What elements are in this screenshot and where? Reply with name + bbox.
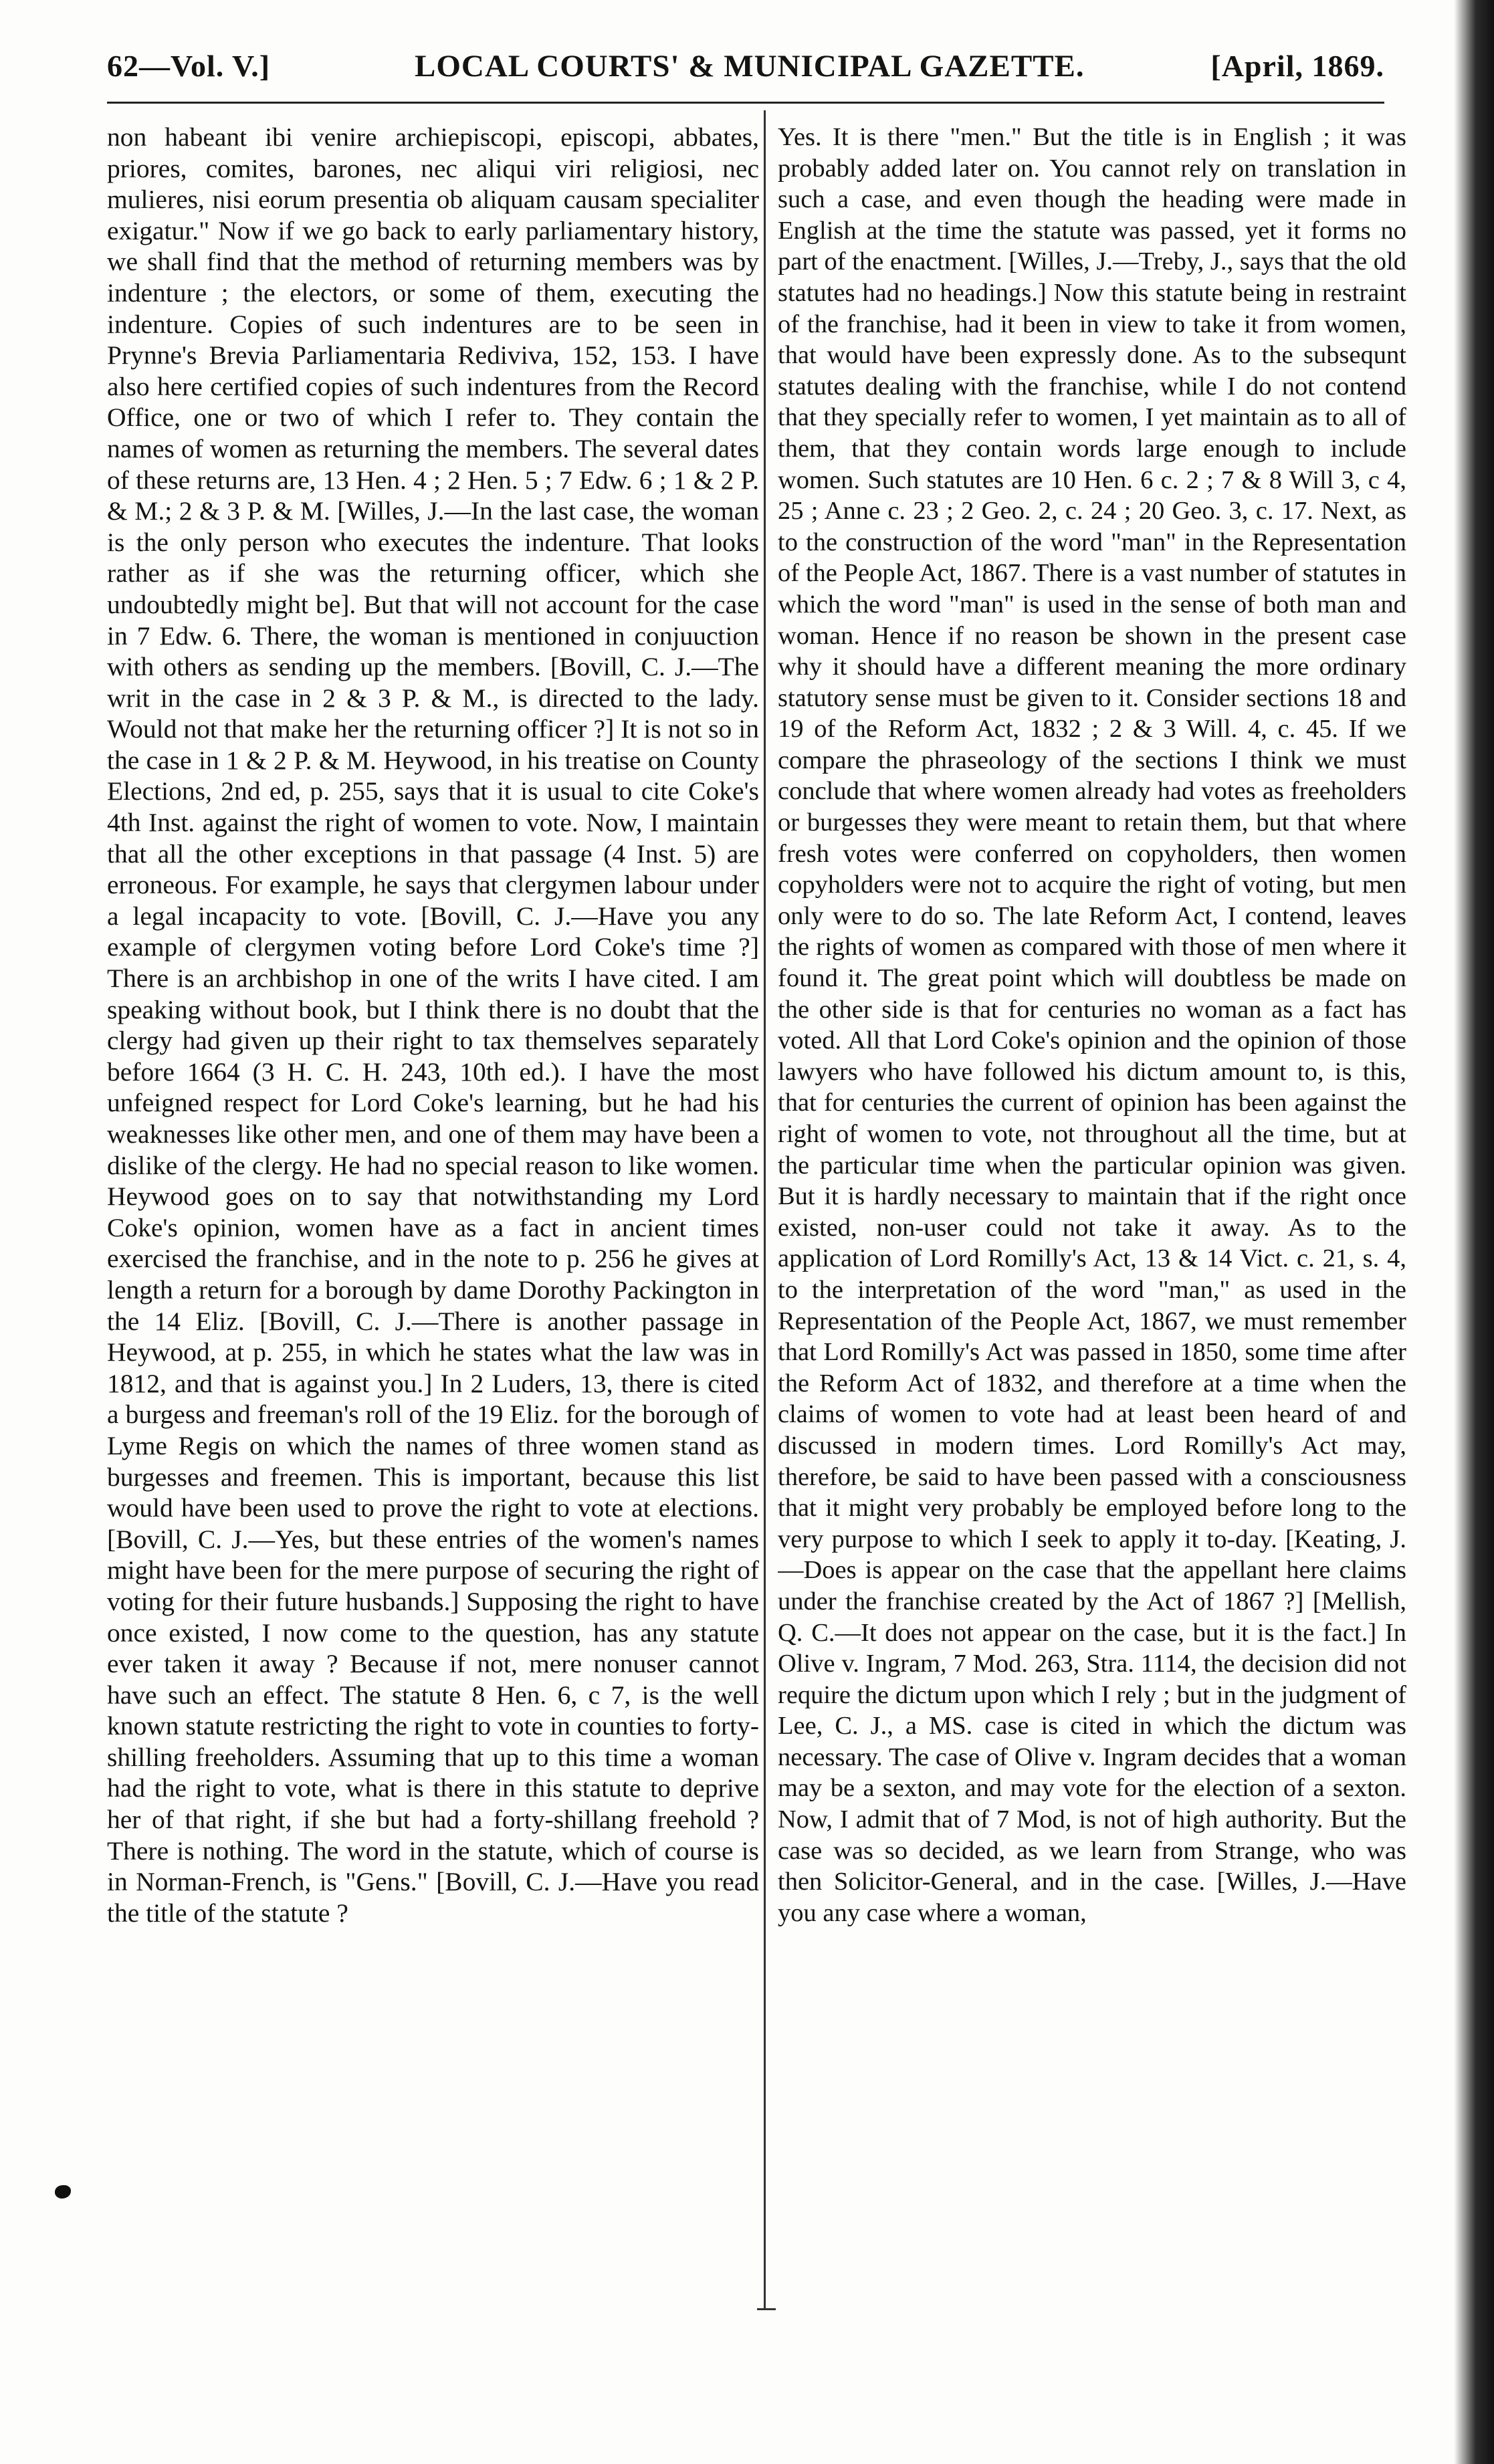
right-column [778,122,1406,2328]
header-rule [107,102,1384,104]
column-divider [764,110,766,2310]
ink-blot [55,2185,71,2199]
right-column-text: Yes. It is there "men." But the title is in English ; it was probably added later on. You cannot rely on translation in such a case, and even though the heading were made in English at the time the statute was passed, yet it forms no part of the enactment. [Willes, J.—Treby, J., says that the old statutes had no headings.] Now this statute being in restraint of the franchise, had it been in view to take it from women, that would have been expressly done. As to the subsequnt statutes dealing with the franchise, while I do not contend that they specially refer to women, I yet maintain as to all of them, that they contain words large enough to include women. Such statutes are 10 Hen. 6 c. 2 ; 7 & 8 Will 3, c 4, 25 ; Anne c. 23 ; 2 Geo. 2, c. 24 ; 20 Geo. 3, c. 17. Next, as to the construction of the word "man" in the Representation of the People Act, 1867. There is a vast number of statutes in which the word "man" is used in the sense of both man and woman. Hence if no reason be shown in the present case why it should have a different meaning the more ordinary statutory sense must be given to it. Consider sections 18 and 19 of the Reform Act, 1832 ; 2 & 3 Will. 4, c. 45. If we compare the phraseology of the sections I think we must conclude that where women already had votes as freeholders or burgesses they were meant to retain them, but that where fresh votes were conferred on copyholders, then women copyholders were not to acquire the right of voting, but men only were to do so. The late Reform Act, I contend, leaves the rights of women as compared with those of men where it found it. The great point which will doubtless be made on the other side is that for centuries no woman as a fact has voted. All that Lord Coke's opinion and the opinion of those lawyers who have followed his dictum amount to, is this, that for centuries the current of opinion has been against the right of women to vote, not throughout all the time, but at the particular time when the particular opinion was given. But it is hardly necessary to maintain that if the right once existed, non-user could not take it away. As to the application of Lord Romilly's Act, 13 & 14 Vict. c. 21, s. 4, to the interpretation of the word "man," as used in the Representation of the People Act, 1867, we must remember that Lord Romilly's Act was passed in 1850, some time after the Reform Act of 1832, and therefore at a time when the claims of women to vote had at least been heard of and discussed in modern times. Lord Romilly's Act may, therefore, be said to have been passed with a consciousness that it might very probably be employed before long to the very purpose to which I seek to apply it to-day. [Keating, J.—Does is appear on the case that the appellant here claims under the franchise created by the Act of 1867 ?] [Mellish, Q. C.—It does not appear on the case, but it is the fact.] In Olive v. Ingram, 7 Mod. 263, Stra. 1114, the decision did not require the dictum upon which I rely ; but in the judgment of Lee, C. J., a MS. case is cited in which the dictum was necessary. The case of Olive v. Ingram decides that a woman may be a sexton, and may vote for the election of a sexton. Now, I admit that of 7 Mod, is not of high authority. But the case was so decided, as we learn from Strange, who was then Solicitor-General, and in the case. [Willes, J.—Have you any case where a woman, [778,123,1406,1927]
scan-edge-shadow [1454,0,1494,2464]
page-header [107,41,1384,95]
issue-date: [April, 1869. [1210,49,1384,83]
page-volume: 62—Vol. V.] [107,49,271,83]
left-column-text: non habeant ibi venire archiepiscopi, episcopi, abbates, priores, comites, barones, nec aliqui viri religiosi, nec mulieres, nisi eorum presentia ob aliquam causam specialiter exigatur." Now if we go back to early parliamentary history, we shall find that the method of returning members was by indenture ; the electors, or some of them, executing the indenture. Copies of such indentures are to be seen in Prynne's Brevia Parliamentaria Rediviva, 152, 153. I have also here certified copies of such indentures from the Record Office, one or two of which I refer to. They contain the names of women as returning the members. The several dates of these returns are, 13 Hen. 4 ; 2 Hen. 5 ; 7 Edw. 6 ; 1 & 2 P. & M.; 2 & 3 P. & M. [Willes, J.—In the last case, the woman is the only person who executes the indenture. That looks rather as if she was the returning officer, which she undoubtedly might be]. But that will not account for the case in 7 Edw. 6. There, the woman is mentioned in conjuuction with others as sending up the members. [Bovill, C. J.—The writ in the case in 2 & 3 P. & M., is directed to the lady. Would not that make her the returning officer ?] It is not so in the case in 1 & 2 P. & M. Heywood, in his treatise on County Elections, 2nd ed, p. 255, says that it is usual to cite Coke's 4th Inst. against the right of women to vote. Now, I maintain that all the other exceptions in that passage (4 Inst. 5) are erroneous. For example, he says that clergymen labour under a legal incapacity to vote. [Bovill, C. J.—Have you any example of clergymen voting before Lord Coke's time ?] There is an archbishop in one of the writs I have cited. I am speaking without book, but I think there is no doubt that the clergy had given up their right to tax themselves separately before 1664 (3 H. C. H. 243, 10th ed.). I have the most unfeigned respect for Lord Coke's learning, but he had his weaknesses like other men, and one of them may have been a dislike of the clergy. He had no special reason to like women. Heywood goes on to say that notwithstanding my Lord Coke's opinion, women have as a fact in ancient times exercised the franchise, and in the note to p. 256 he gives at length a return for a borough by dame Dorothy Packington in the 14 Eliz. [Bovill, C. J.—There is another passage in Heywood, at p. 255, in which he states what the law was in 1812, and that is against you.] In 2 Luders, 13, there is cited a burgess and freeman's roll of the 19 Eliz. for the borough of Lyme Regis on which the names of three women stand as burgesses and freemen. This is important, because this list would have been used to prove the right to vote at elections. [Bovill, C. J.—Yes, but these entries of the women's names might have been for the mere purpose of securing the right of voting for their future husbands.] Supposing the right to have once existed, I now come to the question, has any statute ever taken it away ? Because if not, mere nonuser cannot have such an effect. The statute 8 Hen. 6, c 7, is the well known statute restricting the right to vote in counties to forty-shilling freeholders. Assuming that up to this time a woman had the right to vote, what is there in this statute to deprive her of that right, if she but had a forty-shillang freehold ? There is nothing. The word in the statute, which of course is in Norman-French, is "Gens." [Bovill, C. J.—Have you read the title of the statute ? [107,122,759,1928]
left-column [107,122,759,2328]
column-divider-foot [757,2308,776,2310]
publication-title: LOCAL COURTS' & MUNICIPAL GAZETTE. [415,49,1085,84]
